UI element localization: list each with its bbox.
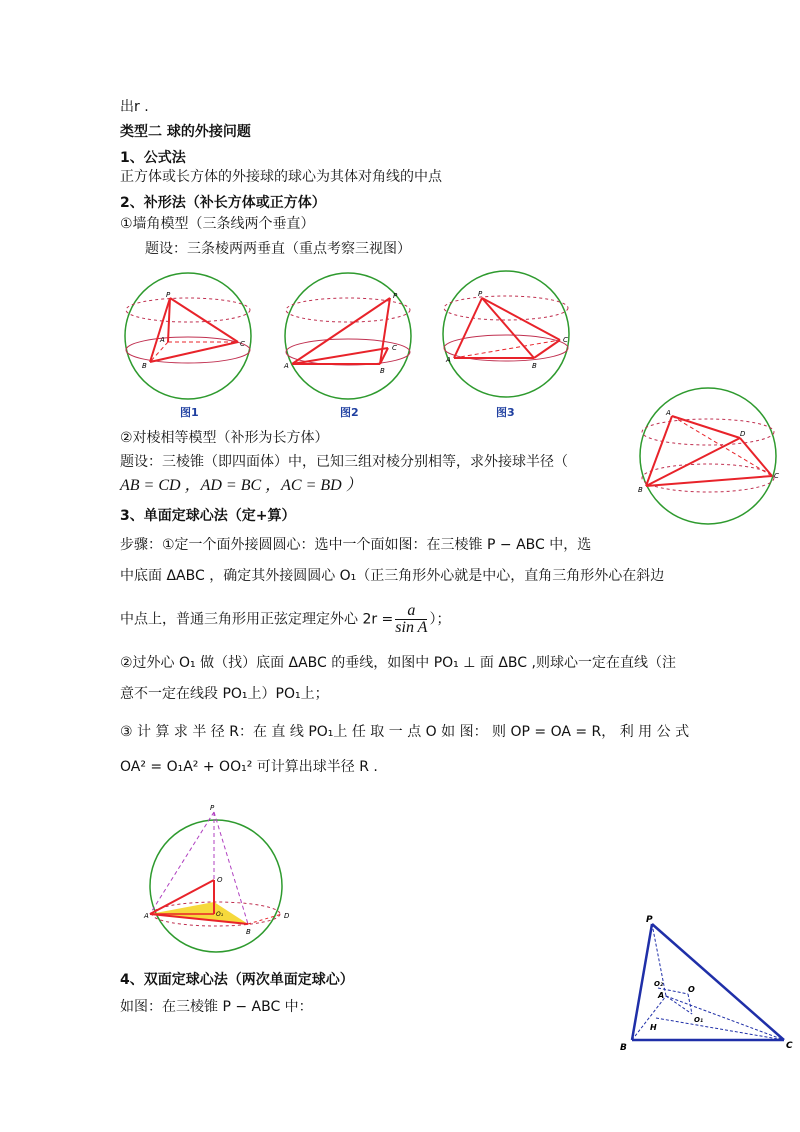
svg-text:H: H xyxy=(650,1023,657,1032)
svg-text:A: A xyxy=(144,912,149,920)
svg-text:B: B xyxy=(380,367,385,375)
text-corner-model: ①墙角模型（三条线两个垂直） xyxy=(120,216,315,232)
figure-1-sphere xyxy=(120,270,260,405)
fraction-denominator: sin A xyxy=(395,619,428,636)
figure-single-face-sphere xyxy=(144,802,294,952)
svg-text:A: A xyxy=(658,991,665,1000)
svg-text:C: C xyxy=(392,344,397,352)
heading-single-face: 3、单面定球心法（定+算） xyxy=(120,508,296,524)
svg-text:O₂: O₂ xyxy=(654,980,664,988)
label-C: C xyxy=(240,340,245,348)
svg-text:D: D xyxy=(740,430,746,438)
text-step3-formula: OA² = O₁A² + OO₁² 可计算出球半径 R . xyxy=(120,759,378,775)
text-step3: ③ 计 算 求 半 径 R：在 直 线 PO₁上 任 取 一 点 O 如 图： 则 OP = OA = R， 利 用 公 式 xyxy=(120,724,690,740)
svg-text:B: B xyxy=(638,486,643,494)
heading-double-face: 4、双面定球心法（两次单面定球心） xyxy=(120,972,354,988)
svg-text:C: C xyxy=(563,336,568,344)
svg-text:C: C xyxy=(774,472,779,480)
sine-fraction xyxy=(395,603,427,636)
svg-text:P: P xyxy=(210,804,215,812)
figure-3-caption: 图3 xyxy=(496,406,515,419)
figure-2-sphere xyxy=(280,270,420,405)
text-step1-sine xyxy=(120,603,450,636)
svg-text:P: P xyxy=(393,292,398,300)
svg-text:A: A xyxy=(446,356,451,364)
figure-double-face-tetrahedron xyxy=(620,910,795,1053)
label-B: B xyxy=(142,362,147,370)
figure-2-caption: 图2 xyxy=(340,406,359,419)
text-opposite-equal: AB = CD ，AD = BC ，AC = BD ） xyxy=(120,477,362,494)
svg-text:A: A xyxy=(284,362,289,370)
svg-text:P: P xyxy=(646,915,653,925)
svg-text:B: B xyxy=(620,1043,627,1053)
text-formula: 正方体或长方体的外接球的球心为其体对角线的中点 xyxy=(120,169,442,185)
svg-text:O₁: O₁ xyxy=(694,1016,704,1024)
text-double-face: 如图：在三棱锥 P − ABC 中： xyxy=(120,999,313,1015)
svg-text:C: C xyxy=(786,1041,793,1051)
text-step2-cont: 意不一定在线段 PO₁上）PO₁上； xyxy=(120,686,329,702)
text-opposite-model: ②对棱相等模型（补形为长方体） xyxy=(120,430,329,446)
text-step1: 步骤：①定一个面外接圆圆心：选中一个面如图：在三棱锥 P − ABC 中，选 xyxy=(120,537,592,553)
sine-prefix: 中点上，普通三角形用正弦定理定外心 2r = xyxy=(120,611,394,628)
svg-text:O: O xyxy=(688,985,695,994)
svg-text:B: B xyxy=(532,362,537,370)
text-step2: ②过外心 O₁ 做（找）底面 ΔABC 的垂线，如图中 PO₁ ⊥ 面 ΔBC ,则球心一定在直线（注 xyxy=(120,655,676,671)
figure-opposite-edges-sphere xyxy=(636,386,784,528)
line-intro: 出r . xyxy=(120,99,149,115)
svg-text:D: D xyxy=(284,912,290,920)
sine-suffix: ）； xyxy=(429,611,451,628)
text-opposite-premise: 题设：三棱锥（即四面体）中，已知三组对棱分别相等，求外接球半径（ xyxy=(120,454,568,470)
svg-text:O₁: O₁ xyxy=(216,911,224,918)
svg-text:O: O xyxy=(217,876,223,884)
label-A: A xyxy=(160,336,165,344)
figure-3-sphere xyxy=(438,268,578,403)
heading-type2: 类型二 球的外接问题 xyxy=(120,124,251,140)
text-corner-premise: 题设：三条棱两两垂直（重点考察三视图） xyxy=(145,241,411,257)
svg-text:P: P xyxy=(478,290,483,298)
figure-1-caption: 图1 xyxy=(180,406,199,419)
svg-text:B: B xyxy=(246,928,251,936)
heading-complement: 2、补形法（补长方体或正方体） xyxy=(120,195,326,211)
fraction-numerator: a xyxy=(395,603,427,620)
label-P: P xyxy=(166,291,171,299)
svg-text:A: A xyxy=(666,409,671,417)
text-step1-cont: 中底面 ΔABC ，确定其外接圆圆心 O₁（正三角形外心就是中心，直角三角形外心在斜边 xyxy=(120,568,665,584)
heading-formula: 1、公式法 xyxy=(120,150,186,166)
